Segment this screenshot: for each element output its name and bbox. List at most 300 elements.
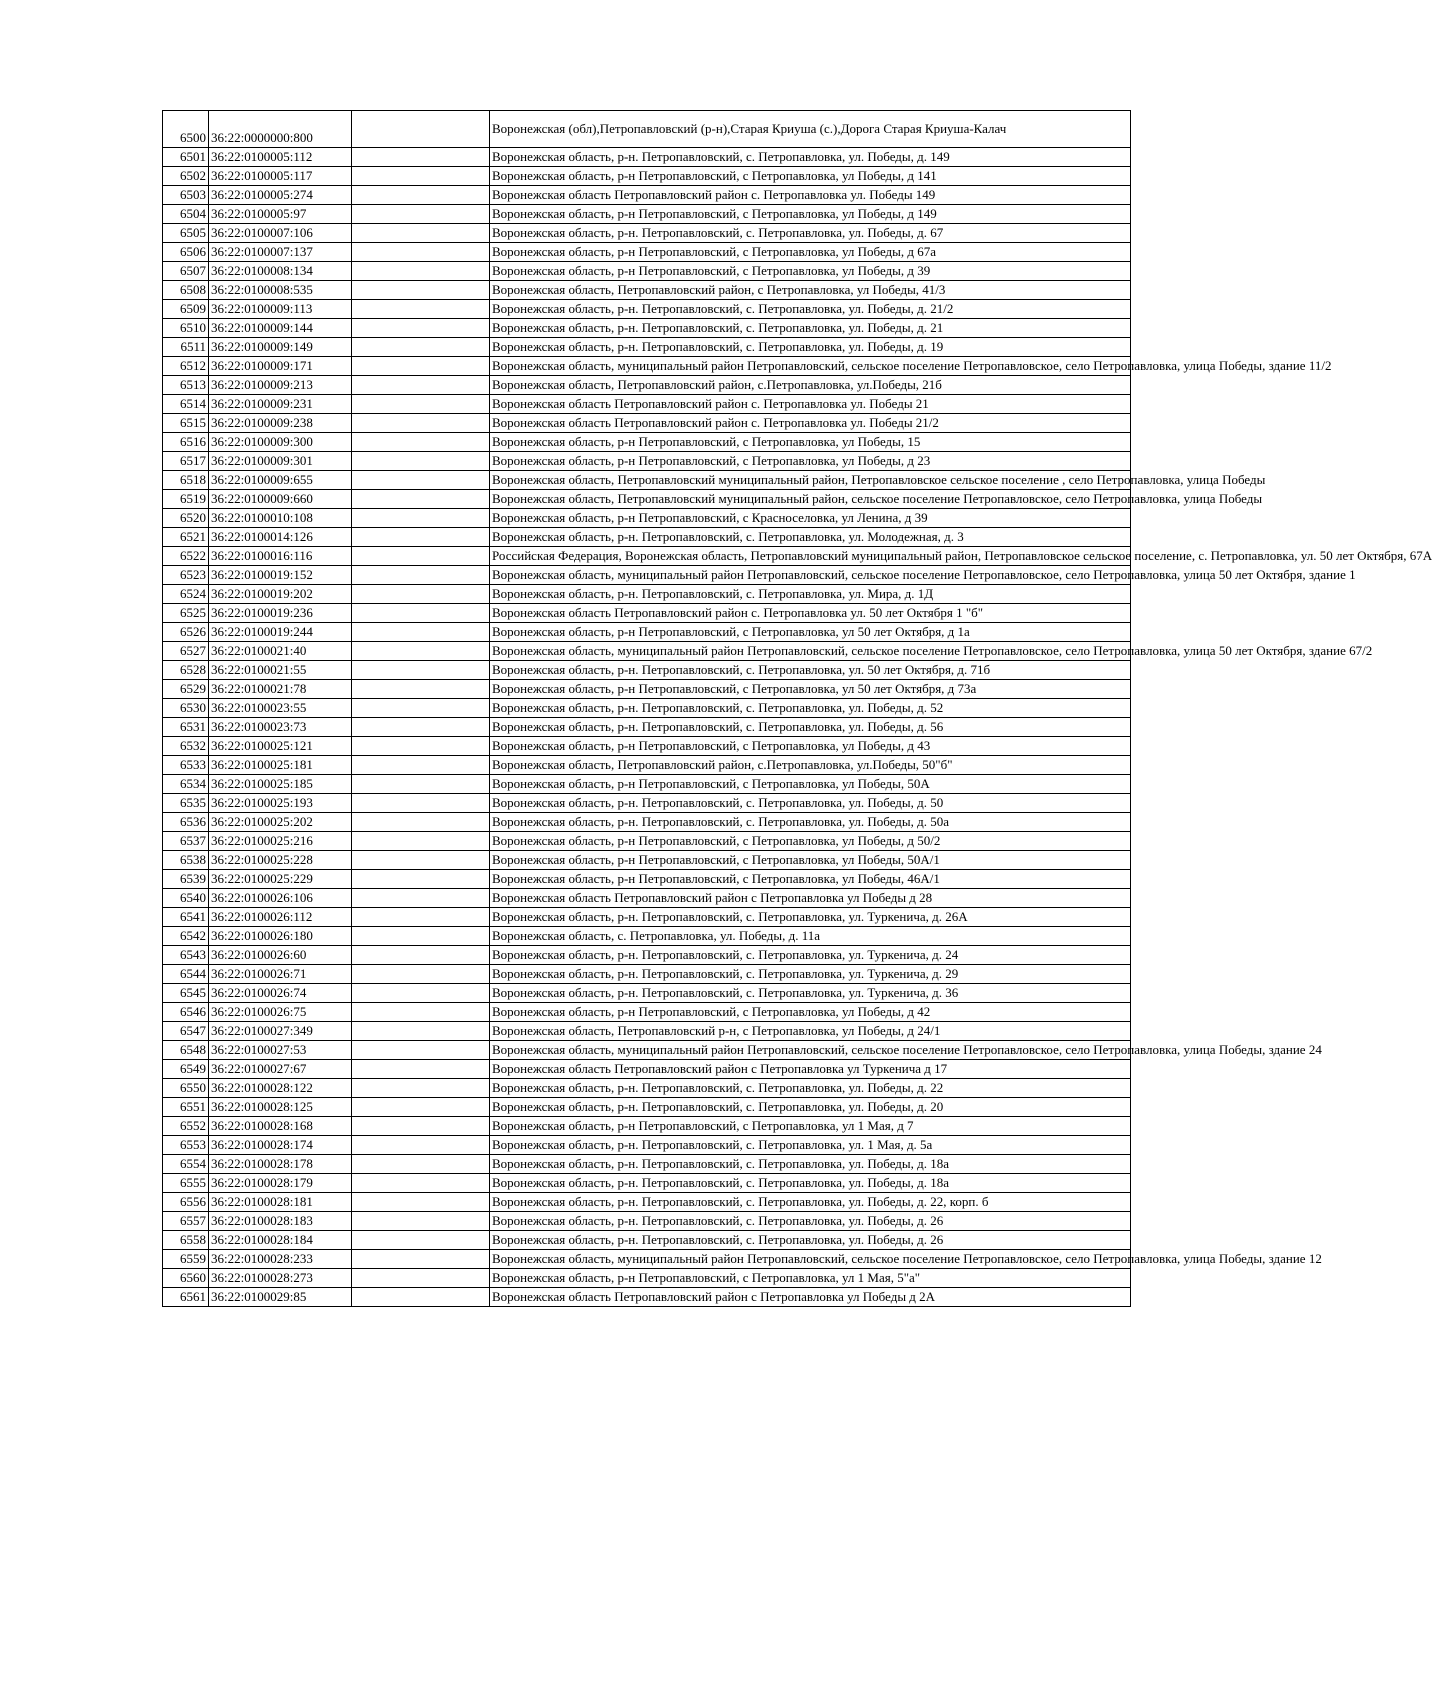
address: Воронежская область, р-н Петропавловский, с Петропавловка, ул 50 лет Октября, д 1а: [490, 623, 1131, 642]
table-row: [163, 984, 1131, 1003]
empty-cell: [352, 1250, 490, 1269]
cadastral-number: 36:22:0100029:85: [209, 1288, 352, 1307]
address: Воронежская область, Петропавловский муниципальный район, сельское поселение Петропавловское, село Петропавловка, улица Победы: [490, 490, 1131, 509]
address: Воронежская область, р-н Петропавловский, с Петропавловка, ул 1 Мая, 5"а": [490, 1269, 1131, 1288]
address: Воронежская область, р-н Петропавловский, с Петропавловка, ул Победы, 50А: [490, 775, 1131, 794]
row-number: 6521: [163, 528, 209, 547]
address: Воронежская область, р-н Петропавловский, с Петропавловка, ул Победы, 50А/1: [490, 851, 1131, 870]
row-number: 6507: [163, 262, 209, 281]
address: Воронежская область, муниципальный район Петропавловский, сельское поселение Петропавловское, село Петропавловка, улица Победы, здание 24: [490, 1041, 1131, 1060]
cadastral-number: 36:22:0100026:75: [209, 1003, 352, 1022]
table-row: [163, 490, 1131, 509]
cadastral-number: 36:22:0100005:117: [209, 167, 352, 186]
cadastral-number: 36:22:0100025:229: [209, 870, 352, 889]
table-row: [163, 1041, 1131, 1060]
row-number: 6534: [163, 775, 209, 794]
address: Воронежская область Петропавловский район с Петропавловка ул Победы д 28: [490, 889, 1131, 908]
table-row: [163, 148, 1131, 167]
cadastral-number: 36:22:0100019:152: [209, 566, 352, 585]
empty-cell: [352, 604, 490, 623]
table-row: [163, 1022, 1131, 1041]
address: Воронежская область, р-н Петропавловский, с Петропавловка, ул Победы, д 67а: [490, 243, 1131, 262]
empty-cell: [352, 452, 490, 471]
empty-cell: [352, 338, 490, 357]
table-row: [163, 1269, 1131, 1288]
table-row: [163, 300, 1131, 319]
table-row: [163, 870, 1131, 889]
row-number: 6501: [163, 148, 209, 167]
empty-cell: [352, 281, 490, 300]
cadastral-number: 36:22:0100016:116: [209, 547, 352, 566]
table-row: [163, 1250, 1131, 1269]
cadastral-number: 36:22:0100028:184: [209, 1231, 352, 1250]
table-row: [163, 395, 1131, 414]
cadastral-number: 36:22:0100009:238: [209, 414, 352, 433]
address: Воронежская область, р-н Петропавловский, с Петропавловка, ул Победы, д 42: [490, 1003, 1131, 1022]
table-row: [163, 1060, 1131, 1079]
row-number: 6557: [163, 1212, 209, 1231]
table-row: [163, 642, 1131, 661]
cadastral-number: 36:22:0100009:213: [209, 376, 352, 395]
table-row: [163, 376, 1131, 395]
cadastral-number: 36:22:0100007:106: [209, 224, 352, 243]
row-number: 6511: [163, 338, 209, 357]
row-number: 6508: [163, 281, 209, 300]
table-row: [163, 851, 1131, 870]
address: Воронежская область, муниципальный район Петропавловский, сельское поселение Петропавловское, село Петропавловка, улица 50 лет Октября, здание 67/2: [490, 642, 1131, 661]
address: Воронежская область Петропавловский район с. Петропавловка ул. Победы 21/2: [490, 414, 1131, 433]
row-number: 6561: [163, 1288, 209, 1307]
cadastral-number: 36:22:0100014:126: [209, 528, 352, 547]
address: Воронежская область, р-н. Петропавловский, с. Петропавловка, ул. Победы, д. 149: [490, 148, 1131, 167]
row-number: 6537: [163, 832, 209, 851]
address: Воронежская область, р-н. Петропавловский, с. Петропавловка, ул. Победы, д. 21: [490, 319, 1131, 338]
row-number: 6523: [163, 566, 209, 585]
empty-cell: [352, 186, 490, 205]
row-number: 6529: [163, 680, 209, 699]
empty-cell: [352, 395, 490, 414]
row-number: 6542: [163, 927, 209, 946]
empty-cell: [352, 509, 490, 528]
table-row: [163, 1212, 1131, 1231]
cadastral-number: 36:22:0100025:121: [209, 737, 352, 756]
empty-cell: [352, 528, 490, 547]
cadastral-number: 36:22:0100009:171: [209, 357, 352, 376]
cadastral-number: 36:22:0100028:179: [209, 1174, 352, 1193]
table-row: [163, 1098, 1131, 1117]
row-number: 6500: [163, 111, 209, 148]
cadastral-number: 36:22:0100008:134: [209, 262, 352, 281]
row-number: 6532: [163, 737, 209, 756]
table-row: [163, 433, 1131, 452]
address: Воронежская область, р-н. Петропавловский, с. Петропавловка, ул. Молодежная, д. 3: [490, 528, 1131, 547]
address: Воронежская область, Петропавловский муниципальный район, Петропавловское сельское поселение , село Петропавловка, улица Победы: [490, 471, 1131, 490]
empty-cell: [352, 1098, 490, 1117]
table-row: [163, 281, 1131, 300]
row-number: 6560: [163, 1269, 209, 1288]
empty-cell: [352, 1155, 490, 1174]
address: Воронежская область, Петропавловский р-н, с Петропавловка, ул Победы, д 24/1: [490, 1022, 1131, 1041]
table-row: [163, 794, 1131, 813]
address: Воронежская область, р-н. Петропавловский, с. Петропавловка, ул. Мира, д. 1Д: [490, 585, 1131, 604]
cadastral-number: 36:22:0100027:53: [209, 1041, 352, 1060]
row-number: 6536: [163, 813, 209, 832]
address: Воронежская область, р-н. Петропавловский, с. Петропавловка, ул. Победы, д. 50: [490, 794, 1131, 813]
empty-cell: [352, 1117, 490, 1136]
empty-cell: [352, 1060, 490, 1079]
cadastral-number: 36:22:0100021:40: [209, 642, 352, 661]
address: Воронежская область, р-н Петропавловский, с Петропавловка, ул Победы, 46А/1: [490, 870, 1131, 889]
empty-cell: [352, 927, 490, 946]
empty-cell: [352, 566, 490, 585]
empty-cell: [352, 661, 490, 680]
cadastral-number: 36:22:0100028:233: [209, 1250, 352, 1269]
table-row: [163, 471, 1131, 490]
address: Воронежская область, р-н Петропавловский, с Петропавловка, ул Победы, д 39: [490, 262, 1131, 281]
table-row: [163, 699, 1131, 718]
empty-cell: [352, 813, 490, 832]
table-row: [163, 832, 1131, 851]
table-row: [163, 1231, 1131, 1250]
cadastral-number: 36:22:0100009:113: [209, 300, 352, 319]
cadastral-number: 36:22:0100028:125: [209, 1098, 352, 1117]
cadastral-number: 36:22:0100023:73: [209, 718, 352, 737]
empty-cell: [352, 319, 490, 338]
empty-cell: [352, 167, 490, 186]
row-number: 6503: [163, 186, 209, 205]
row-number: 6540: [163, 889, 209, 908]
cadastral-number: 36:22:0100009:655: [209, 471, 352, 490]
table-row: [163, 167, 1131, 186]
table-row: [163, 965, 1131, 984]
table-row: [163, 908, 1131, 927]
empty-cell: [352, 794, 490, 813]
row-number: 6502: [163, 167, 209, 186]
empty-cell: [352, 1003, 490, 1022]
cadastral-number: 36:22:0100023:55: [209, 699, 352, 718]
table-row: [163, 111, 1131, 148]
empty-cell: [352, 642, 490, 661]
address: Воронежская область, р-н. Петропавловский, с. Петропавловка, ул. Победы, д. 18а: [490, 1174, 1131, 1193]
empty-cell: [352, 775, 490, 794]
address: Воронежская область, р-н. Петропавловский, с. Петропавловка, ул. 50 лет Октября, д. 71б: [490, 661, 1131, 680]
row-number: 6554: [163, 1155, 209, 1174]
empty-cell: [352, 471, 490, 490]
row-number: 6546: [163, 1003, 209, 1022]
cadastral-number: 36:22:0100026:74: [209, 984, 352, 1003]
address: Воронежская область, р-н. Петропавловский, с. Петропавловка, ул. Победы, д. 22: [490, 1079, 1131, 1098]
cadastral-number: 36:22:0100005:97: [209, 205, 352, 224]
empty-cell: [352, 680, 490, 699]
empty-cell: [352, 965, 490, 984]
address: Воронежская область, р-н. Петропавловский, с. Петропавловка, ул. Победы, д. 20: [490, 1098, 1131, 1117]
table-row: [163, 813, 1131, 832]
empty-cell: [352, 111, 490, 148]
address: Воронежская область, с. Петропавловка, ул. Победы, д. 11а: [490, 927, 1131, 946]
table-row: [163, 889, 1131, 908]
address: Воронежская область, Петропавловский район, с.Петропавловка, ул.Победы, 50"б": [490, 756, 1131, 775]
address: Воронежская область Петропавловский район с Петропавловка ул Победы д 2А: [490, 1288, 1131, 1307]
address: Воронежская область, р-н. Петропавловский, с. Петропавловка, ул. Победы, д. 67: [490, 224, 1131, 243]
address: Воронежская область, р-н Петропавловский, с Петропавловка, ул 50 лет Октября, д 73а: [490, 680, 1131, 699]
address: Воронежская область, р-н. Петропавловский, с. Петропавловка, ул. Победы, д. 18а: [490, 1155, 1131, 1174]
table-row: [163, 1174, 1131, 1193]
empty-cell: [352, 1269, 490, 1288]
table-row: [163, 262, 1131, 281]
table-row: [163, 224, 1131, 243]
cadastral-number: 36:22:0100005:112: [209, 148, 352, 167]
cadastral-number: 36:22:0100021:55: [209, 661, 352, 680]
address: Российская Федерация, Воронежская область, Петропавловский муниципальный район, Петропавловское сельское поселение, с. Петропавловка, ул. 50 лет Октября, 67А: [490, 547, 1131, 566]
empty-cell: [352, 376, 490, 395]
table-row: [163, 186, 1131, 205]
cadastral-number: 36:22:0100008:535: [209, 281, 352, 300]
cadastral-number: 36:22:0100026:112: [209, 908, 352, 927]
table-row: [163, 737, 1131, 756]
table-row: [163, 509, 1131, 528]
address: Воронежская область, р-н. Петропавловский, с. Петропавловка, ул. Победы, д. 21/2: [490, 300, 1131, 319]
row-number: 6544: [163, 965, 209, 984]
row-number: 6533: [163, 756, 209, 775]
table-row: [163, 338, 1131, 357]
address: Воронежская область, р-н. Петропавловский, с. Петропавловка, ул. Победы, д. 56: [490, 718, 1131, 737]
address: Воронежская область, р-н Петропавловский, с Петропавловка, ул Победы, д 23: [490, 452, 1131, 471]
empty-cell: [352, 414, 490, 433]
address: Воронежская область, р-н Петропавловский, с Петропавловка, ул Победы, д 50/2: [490, 832, 1131, 851]
row-number: 6516: [163, 433, 209, 452]
address: Воронежская область, р-н. Петропавловский, с. Петропавловка, ул. Победы, д. 52: [490, 699, 1131, 718]
row-number: 6510: [163, 319, 209, 338]
row-number: 6520: [163, 509, 209, 528]
address: Воронежская область, р-н. Петропавловский, с. Петропавловка, ул. Победы, д. 26: [490, 1231, 1131, 1250]
row-number: 6522: [163, 547, 209, 566]
table-row: [163, 756, 1131, 775]
cadastral-number: 36:22:0100025:185: [209, 775, 352, 794]
table-row: [163, 414, 1131, 433]
row-number: 6525: [163, 604, 209, 623]
cadastral-number: 36:22:0100019:244: [209, 623, 352, 642]
cadastral-number: 36:22:0100025:228: [209, 851, 352, 870]
table-row: [163, 718, 1131, 737]
empty-cell: [352, 205, 490, 224]
cadastral-number: 36:22:0100026:71: [209, 965, 352, 984]
table-row: [163, 775, 1131, 794]
address: Воронежская область, р-н Петропавловский, с Петропавловка, ул Победы, д 149: [490, 205, 1131, 224]
cadastral-number: 36:22:0100009:300: [209, 433, 352, 452]
cadastral-number: 36:22:0100025:193: [209, 794, 352, 813]
row-number: 6530: [163, 699, 209, 718]
table-row: [163, 1003, 1131, 1022]
empty-cell: [352, 699, 490, 718]
address: Воронежская область, муниципальный район Петропавловский, сельское поселение Петропавловское, село Петропавловка, улица Победы, здание 12: [490, 1250, 1131, 1269]
empty-cell: [352, 851, 490, 870]
table-row: [163, 357, 1131, 376]
row-number: 6538: [163, 851, 209, 870]
table-row: [163, 604, 1131, 623]
cadastral-number: 36:22:0100009:301: [209, 452, 352, 471]
row-number: 6531: [163, 718, 209, 737]
row-number: 6559: [163, 1250, 209, 1269]
row-number: 6551: [163, 1098, 209, 1117]
empty-cell: [352, 1212, 490, 1231]
address: Воронежская область Петропавловский район с. Петропавловка ул. Победы 149: [490, 186, 1131, 205]
address: Воронежская область, р-н. Петропавловский, с. Петропавловка, ул. Победы, д. 19: [490, 338, 1131, 357]
empty-cell: [352, 1079, 490, 1098]
empty-cell: [352, 737, 490, 756]
address: Воронежская область, р-н Петропавловский, с Петропавловка, ул 1 Мая, д 7: [490, 1117, 1131, 1136]
address: Воронежская область, р-н Петропавловский, с Красноселовка, ул Ленина, д 39: [490, 509, 1131, 528]
address: Воронежская область, р-н Петропавловский, с Петропавловка, ул Победы, д 141: [490, 167, 1131, 186]
row-number: 6545: [163, 984, 209, 1003]
address: Воронежская область, р-н. Петропавловский, с. Петропавловка, ул. Туркенича, д. 26А: [490, 908, 1131, 927]
address: Воронежская область, р-н. Петропавловский, с. Петропавловка, ул. Туркенича, д. 29: [490, 965, 1131, 984]
empty-cell: [352, 1193, 490, 1212]
empty-cell: [352, 1136, 490, 1155]
cadastral-number: 36:22:0100027:67: [209, 1060, 352, 1079]
cadastral-number: 36:22:0100009:149: [209, 338, 352, 357]
row-number: 6547: [163, 1022, 209, 1041]
empty-cell: [352, 756, 490, 775]
table-row: [163, 585, 1131, 604]
row-number: 6543: [163, 946, 209, 965]
empty-cell: [352, 547, 490, 566]
table-row: [163, 1288, 1131, 1307]
empty-cell: [352, 433, 490, 452]
empty-cell: [352, 832, 490, 851]
row-number: 6509: [163, 300, 209, 319]
row-number: 6527: [163, 642, 209, 661]
table-row: [163, 319, 1131, 338]
row-number: 6505: [163, 224, 209, 243]
cadastral-number: 36:22:0100028:273: [209, 1269, 352, 1288]
row-number: 6514: [163, 395, 209, 414]
empty-cell: [352, 984, 490, 1003]
row-number: 6553: [163, 1136, 209, 1155]
address: Воронежская область, р-н. Петропавловский, с. Петропавловка, ул. Победы, д. 50а: [490, 813, 1131, 832]
address: Воронежская область Петропавловский район с. Петропавловка ул. 50 лет Октября 1 "б": [490, 604, 1131, 623]
empty-cell: [352, 585, 490, 604]
empty-cell: [352, 946, 490, 965]
table-row: [163, 547, 1131, 566]
address: Воронежская область, р-н. Петропавловский, с. Петропавловка, ул. Туркенича, д. 36: [490, 984, 1131, 1003]
row-number: 6555: [163, 1174, 209, 1193]
address: Воронежская область, Петропавловский район, с.Петропавловка, ул.Победы, 21б: [490, 376, 1131, 395]
address: Воронежская область, муниципальный район Петропавловский, сельское поселение Петропавловское, село Петропавловка, улица 50 лет Октября, здание 1: [490, 566, 1131, 585]
row-number: 6519: [163, 490, 209, 509]
cadastral-number: 36:22:0000000:800: [209, 111, 352, 148]
address: Воронежская область Петропавловский район с. Петропавловка ул. Победы 21: [490, 395, 1131, 414]
row-number: 6552: [163, 1117, 209, 1136]
empty-cell: [352, 490, 490, 509]
empty-cell: [352, 1288, 490, 1307]
empty-cell: [352, 1022, 490, 1041]
empty-cell: [352, 718, 490, 737]
table-row: [163, 680, 1131, 699]
address: Воронежская область Петропавловский район с Петропавловка ул Туркенича д 17: [490, 1060, 1131, 1079]
cadastral-number: 36:22:0100028:168: [209, 1117, 352, 1136]
empty-cell: [352, 148, 490, 167]
table-row: [163, 1155, 1131, 1174]
empty-cell: [352, 224, 490, 243]
row-number: 6513: [163, 376, 209, 395]
cadastral-number: 36:22:0100028:183: [209, 1212, 352, 1231]
address: Воронежская область, р-н Петропавловский, с Петропавловка, ул Победы, 15: [490, 433, 1131, 452]
table-row: [163, 243, 1131, 262]
cadastral-number: 36:22:0100026:180: [209, 927, 352, 946]
table-row: [163, 452, 1131, 471]
table-row: [163, 1117, 1131, 1136]
row-number: 6524: [163, 585, 209, 604]
empty-cell: [352, 1174, 490, 1193]
cadastral-number: 36:22:0100025:216: [209, 832, 352, 851]
table-row: [163, 528, 1131, 547]
empty-cell: [352, 300, 490, 319]
address: Воронежская область, Петропавловский район, с Петропавловка, ул Победы, 41/3: [490, 281, 1131, 300]
table-row: [163, 1079, 1131, 1098]
row-number: 6528: [163, 661, 209, 680]
cadastral-number: 36:22:0100010:108: [209, 509, 352, 528]
table-row: [163, 623, 1131, 642]
empty-cell: [352, 243, 490, 262]
table-row: [163, 1136, 1131, 1155]
row-number: 6535: [163, 794, 209, 813]
cadastral-number: 36:22:0100028:174: [209, 1136, 352, 1155]
row-number: 6541: [163, 908, 209, 927]
cadastral-number: 36:22:0100019:202: [209, 585, 352, 604]
empty-cell: [352, 908, 490, 927]
row-number: 6550: [163, 1079, 209, 1098]
row-number: 6518: [163, 471, 209, 490]
table-row: [163, 927, 1131, 946]
cadastral-number: 36:22:0100027:349: [209, 1022, 352, 1041]
table-body: [163, 111, 1432, 1307]
table-row: [163, 946, 1131, 965]
empty-cell: [352, 357, 490, 376]
row-number: 6526: [163, 623, 209, 642]
empty-cell: [352, 1231, 490, 1250]
cadastral-number: 36:22:0100025:181: [209, 756, 352, 775]
address: Воронежская область, р-н. Петропавловский, с. Петропавловка, ул. 1 Мая, д. 5а: [490, 1136, 1131, 1155]
cadastral-number: 36:22:0100009:660: [209, 490, 352, 509]
cadastral-number: 36:22:0100026:106: [209, 889, 352, 908]
cadastral-number: 36:22:0100028:178: [209, 1155, 352, 1174]
address: Воронежская область, муниципальный район Петропавловский, сельское поселение Петропавловское, село Петропавловка, улица Победы, здание 11/2: [490, 357, 1131, 376]
cadastral-table: [162, 110, 1432, 1307]
cadastral-number: 36:22:0100028:122: [209, 1079, 352, 1098]
address: Воронежская (обл),Петропавловский (р-н),Старая Криуша (с.),Дорога Старая Криуша-Калач: [490, 111, 1131, 148]
table-row: [163, 1193, 1131, 1212]
row-number: 6548: [163, 1041, 209, 1060]
cadastral-number: 36:22:0100009:144: [209, 319, 352, 338]
address: Воронежская область, р-н. Петропавловский, с. Петропавловка, ул. Туркенича, д. 24: [490, 946, 1131, 965]
row-number: 6504: [163, 205, 209, 224]
cadastral-number: 36:22:0100009:231: [209, 395, 352, 414]
table-row: [163, 566, 1131, 585]
address: Воронежская область, р-н. Петропавловский, с. Петропавловка, ул. Победы, д. 26: [490, 1212, 1131, 1231]
empty-cell: [352, 889, 490, 908]
row-number: 6517: [163, 452, 209, 471]
table-row: [163, 661, 1131, 680]
row-number: 6558: [163, 1231, 209, 1250]
row-number: 6549: [163, 1060, 209, 1079]
empty-cell: [352, 870, 490, 889]
row-number: 6539: [163, 870, 209, 889]
table-row: [163, 205, 1131, 224]
cadastral-number: 36:22:0100028:181: [209, 1193, 352, 1212]
cadastral-number: 36:22:0100026:60: [209, 946, 352, 965]
cadastral-number: 36:22:0100025:202: [209, 813, 352, 832]
empty-cell: [352, 1041, 490, 1060]
